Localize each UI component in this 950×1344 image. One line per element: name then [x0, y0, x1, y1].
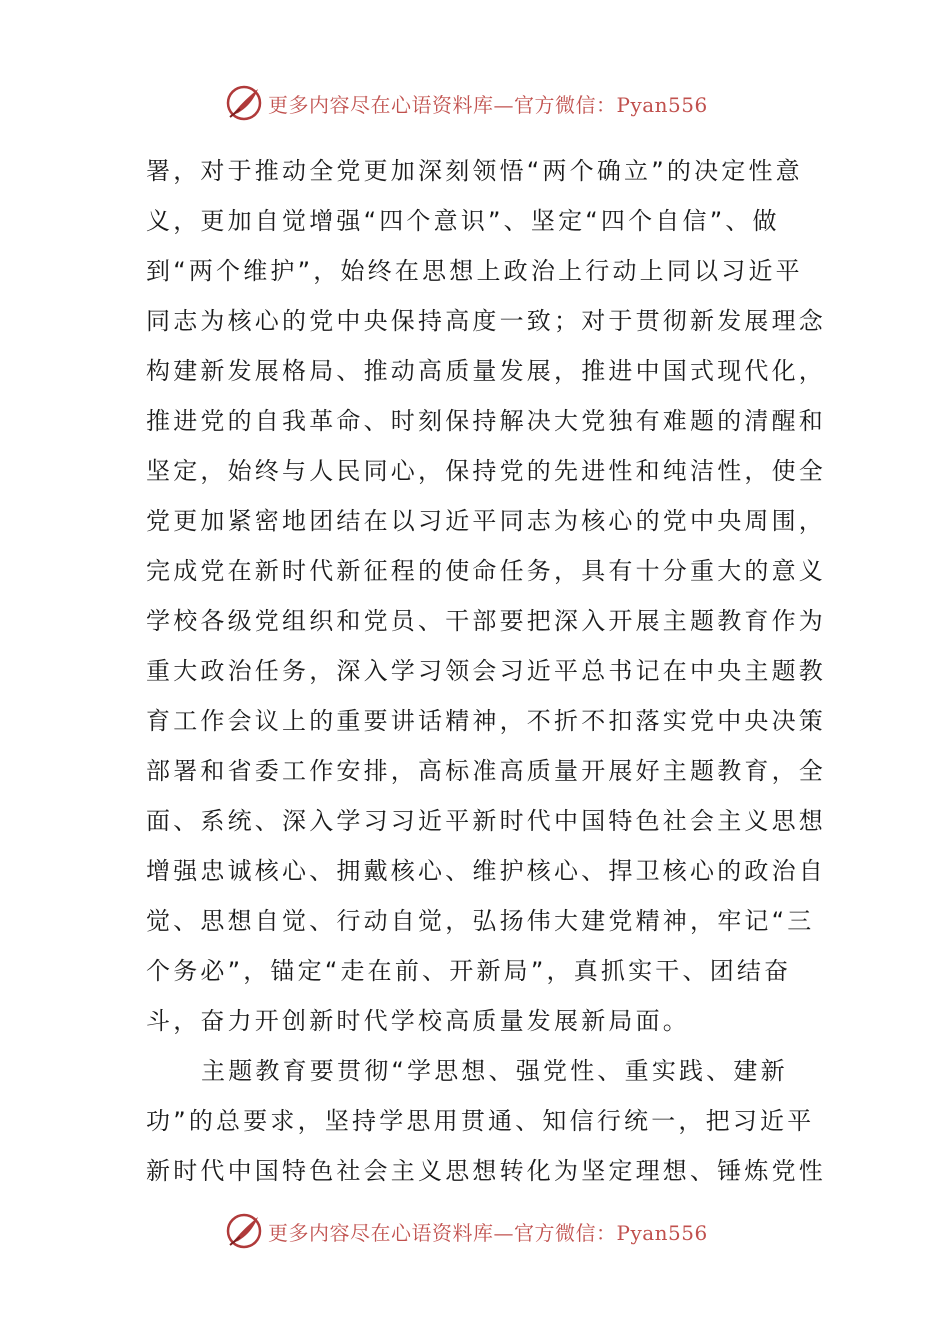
- paragraph-first-line: 主题教育要贯彻“学思想、强党性、重实践、建新: [201, 1057, 788, 1085]
- text-line: 党更加紧密地团结在以习近平同志为核心的党中央周围，: [146, 507, 826, 535]
- text-line: 同志为核心的党中央保持高度一致；对于贯彻新发展理念: [146, 307, 826, 335]
- text-line: 觉、思想自觉、行动自觉，弘扬伟大建党精神，牢记“三: [146, 907, 815, 935]
- text-line: 部署和省委工作安排，高标准高质量开展好主题教育，全: [146, 757, 826, 785]
- text-line: 义，更加自觉增强“四个意识”、坚定“四个自信”、做: [146, 207, 780, 235]
- text-line: 署，对于推动全党更加深刻领悟“两个确立”的决定性意: [146, 157, 803, 185]
- watermark-text: 更多内容尽在心语资料库—官方微信：Pyan556: [268, 92, 708, 117]
- watermark-text: 更多内容尽在心语资料库—官方微信：Pyan556: [268, 1220, 708, 1245]
- text-line: 推进党的自我革命、时刻保持解决大党独有难题的清醒和: [146, 407, 826, 435]
- text-line: 学校各级党组织和党员、干部要把深入开展主题教育作为: [146, 607, 826, 635]
- text-line: 构建新发展格局、推动高质量发展，推进中国式现代化，: [146, 357, 826, 385]
- text-line: 到“两个维护”，始终在思想上政治上行动上同以习近平: [146, 257, 803, 285]
- footer-watermark: [224, 1209, 744, 1253]
- header-watermark: [224, 81, 744, 125]
- text-line: 斗，奋力开创新时代学校高质量发展新局面。: [146, 1007, 690, 1035]
- text-line: 完成党在新时代新征程的使命任务，具有十分重大的意义: [146, 557, 826, 585]
- text-line: 新时代中国特色社会主义思想转化为坚定理想、锤炼党性: [146, 1157, 826, 1185]
- body-text: [146, 146, 826, 1196]
- quill-logo-icon: [224, 1211, 264, 1251]
- text-line: 重大政治任务，深入学习领会习近平总书记在中央主题教: [146, 657, 826, 685]
- text-line: 功”的总要求，坚持学思用贯通、知信行统一，把习近平: [146, 1107, 815, 1135]
- quill-logo-icon: [224, 83, 264, 123]
- text-line: 增强忠诚核心、拥戴核心、维护核心、捍卫核心的政治自: [146, 857, 826, 885]
- text-line: 育工作会议上的重要讲话精神，不折不扣落实党中央决策: [146, 707, 826, 735]
- text-line: 坚定，始终与人民同心，保持党的先进性和纯洁性，使全: [146, 457, 826, 485]
- text-line: 面、系统、深入学习习近平新时代中国特色社会主义思想: [146, 807, 826, 835]
- text-line: 个务必”，锚定“走在前、开新局”，真抓实干、团结奋: [146, 957, 792, 985]
